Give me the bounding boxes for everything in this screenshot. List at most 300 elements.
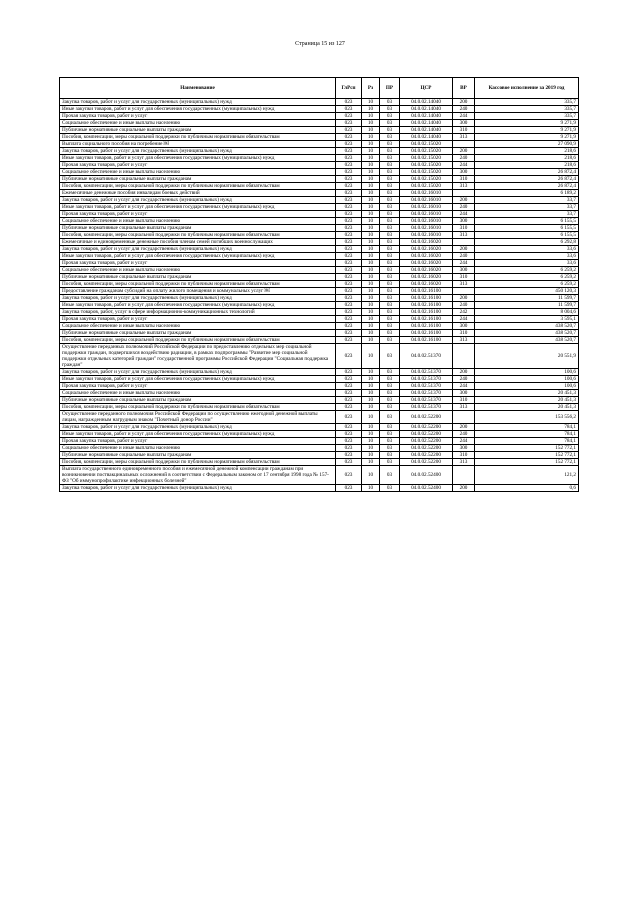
name-cell: Публичные нормативные социальные выплаты гражданам [60, 225, 336, 232]
vr-cell: 240 [453, 204, 475, 211]
pr-cell: 03 [380, 376, 400, 383]
grbs-cell: 023 [336, 211, 362, 218]
vr-cell: 244 [453, 113, 475, 120]
table-row [60, 485, 579, 492]
rz-cell: 10 [362, 431, 380, 438]
table-row [60, 225, 579, 232]
name-cell: Иные закупки товаров, работ и услуг для обеспечения государственных (муниципальных) нужд [60, 106, 336, 113]
pr-cell: 03 [380, 127, 400, 134]
name-cell: Прочая закупка товаров, работ и услуг [60, 113, 336, 120]
amount-cell: 6 259,2 [475, 281, 579, 288]
pr-cell: 03 [380, 211, 400, 218]
name-cell: Прочая закупка товаров, работ и услуг [60, 316, 336, 323]
amount-cell: 9 271,9 [475, 134, 579, 141]
grbs-cell: 023 [336, 232, 362, 239]
rz-cell: 10 [362, 485, 380, 492]
grbs-cell: 023 [336, 445, 362, 452]
amount-cell: 20 451,3 [475, 390, 579, 397]
csr-cell: 04.0.02.16100 [400, 309, 453, 316]
grbs-cell: 023 [336, 260, 362, 267]
pr-cell: 03 [380, 113, 400, 120]
table-row [60, 466, 579, 485]
grbs-cell: 023 [336, 485, 362, 492]
grbs-cell: 023 [336, 197, 362, 204]
pr-cell: 03 [380, 169, 400, 176]
budget-table [59, 77, 579, 492]
amount-cell: 33,7 [475, 197, 579, 204]
amount-cell: 6 259,2 [475, 274, 579, 281]
table-row [60, 127, 579, 134]
csr-cell: 04.0.02.51370 [400, 369, 453, 376]
csr-cell: 04.0.02.14040 [400, 106, 453, 113]
amount-cell: 218,6 [475, 155, 579, 162]
pr-cell: 03 [380, 148, 400, 155]
csr-cell: 04.0.02.14040 [400, 127, 453, 134]
amount-cell: 33,6 [475, 260, 579, 267]
rz-cell: 10 [362, 225, 380, 232]
pr-cell: 03 [380, 323, 400, 330]
grbs-cell: 023 [336, 267, 362, 274]
rz-cell: 10 [362, 459, 380, 466]
name-cell: Закупка товаров, работ и услуг для государственных (муниципальных) нужд [60, 369, 336, 376]
csr-cell: 04.0.02.51370 [400, 397, 453, 404]
name-cell: Пособия, компенсации, меры социальной поддержки по публичным нормативным обязательствам [60, 459, 336, 466]
grbs-cell: 023 [336, 383, 362, 390]
pr-cell: 03 [380, 239, 400, 246]
name-cell: Закупка товаров, работ, услуг в сфере информационно-коммуникационных технологий [60, 309, 336, 316]
csr-cell: 04.0.02.14040 [400, 120, 453, 127]
name-cell: Закупка товаров, работ и услуг для государственных (муниципальных) нужд [60, 246, 336, 253]
vr-cell: 200 [453, 295, 475, 302]
vr-cell: 300 [453, 323, 475, 330]
csr-cell: 04.0.02.52400 [400, 485, 453, 492]
pr-cell: 03 [380, 281, 400, 288]
grbs-cell: 023 [336, 127, 362, 134]
csr-cell: 04.0.02.16010 [400, 225, 453, 232]
rz-cell: 10 [362, 197, 380, 204]
pr-cell: 03 [380, 390, 400, 397]
amount-cell: 438 520,7 [475, 323, 579, 330]
name-cell: Пособия, компенсации, меры социальной поддержки по публичным нормативным обязательствам [60, 232, 336, 239]
name-cell: Закупка товаров, работ и услуг для государственных (муниципальных) нужд [60, 424, 336, 431]
column-header-pr: ПР [380, 78, 400, 99]
pr-cell: 03 [380, 253, 400, 260]
vr-cell: 313 [453, 232, 475, 239]
pr-cell: 03 [380, 459, 400, 466]
rz-cell: 10 [362, 466, 380, 485]
vr-cell: 310 [453, 176, 475, 183]
table-row [60, 113, 579, 120]
name-cell: Ежемесячные и единовременные денежные пособия членам семей погибших военнослужащих [60, 239, 336, 246]
vr-cell: 200 [453, 99, 475, 106]
amount-cell: 100,6 [475, 376, 579, 383]
amount-cell: 438 520,7 [475, 337, 579, 344]
grbs-cell: 023 [336, 176, 362, 183]
table-row [60, 288, 579, 295]
grbs-cell: 023 [336, 390, 362, 397]
grbs-cell: 023 [336, 344, 362, 369]
rz-cell: 10 [362, 239, 380, 246]
vr-cell: 200 [453, 246, 475, 253]
amount-cell: 11 599,7 [475, 295, 579, 302]
csr-cell: 04.0.02.52200 [400, 411, 453, 424]
grbs-cell: 023 [336, 253, 362, 260]
pr-cell: 03 [380, 337, 400, 344]
csr-cell: 04.0.02.16100 [400, 295, 453, 302]
name-cell: Иные закупки товаров, работ и услуг для обеспечения государственных (муниципальных) нужд [60, 253, 336, 260]
table-row [60, 281, 579, 288]
rz-cell: 10 [362, 295, 380, 302]
table-row [60, 246, 579, 253]
vr-cell: 240 [453, 106, 475, 113]
name-cell: Социальное обеспечение и иные выплаты населению [60, 169, 336, 176]
table-row [60, 162, 579, 169]
grbs-cell: 023 [336, 323, 362, 330]
pr-cell: 03 [380, 106, 400, 113]
csr-cell: 04.0.02.51370 [400, 390, 453, 397]
csr-cell: 04.0.02.15020 [400, 176, 453, 183]
grbs-cell: 023 [336, 239, 362, 246]
amount-cell: 9 271,9 [475, 127, 579, 134]
pr-cell: 03 [380, 204, 400, 211]
table-body [60, 99, 579, 492]
csr-cell: 04.0.02.15020 [400, 162, 453, 169]
table-row [60, 211, 579, 218]
rz-cell: 10 [362, 190, 380, 197]
table-row [60, 183, 579, 190]
amount-cell: 6 155,5 [475, 225, 579, 232]
pr-cell: 03 [380, 383, 400, 390]
amount-cell: 6 189,2 [475, 190, 579, 197]
table-row [60, 197, 579, 204]
rz-cell: 10 [362, 344, 380, 369]
vr-cell: 300 [453, 445, 475, 452]
column-header-csr: ЦСР [400, 78, 453, 99]
vr-cell: 242 [453, 309, 475, 316]
csr-cell: 04.0.02.52200 [400, 424, 453, 431]
rz-cell: 10 [362, 369, 380, 376]
csr-cell: 04.0.02.16020 [400, 267, 453, 274]
amount-cell: 335,7 [475, 113, 579, 120]
vr-cell: 310 [453, 274, 475, 281]
rz-cell: 10 [362, 330, 380, 337]
pr-cell: 03 [380, 197, 400, 204]
amount-cell: 20 451,3 [475, 397, 579, 404]
csr-cell: 04.0.02.15020 [400, 148, 453, 155]
table-row [60, 302, 579, 309]
csr-cell: 04.0.02.52200 [400, 459, 453, 466]
rz-cell: 10 [362, 452, 380, 459]
pr-cell: 03 [380, 120, 400, 127]
table-row [60, 424, 579, 431]
vr-cell: 300 [453, 390, 475, 397]
rz-cell: 10 [362, 288, 380, 295]
grbs-cell: 023 [336, 155, 362, 162]
rz-cell: 10 [362, 383, 380, 390]
vr-cell: 244 [453, 438, 475, 445]
vr-cell: 313 [453, 134, 475, 141]
name-cell: Социальное обеспечение и иные выплаты населению [60, 390, 336, 397]
rz-cell: 10 [362, 106, 380, 113]
rz-cell: 10 [362, 232, 380, 239]
amount-cell: 9 271,9 [475, 120, 579, 127]
table-header-row [60, 78, 579, 99]
grbs-cell: 023 [336, 452, 362, 459]
table-row [60, 323, 579, 330]
amount-cell: 3 595,1 [475, 316, 579, 323]
table-row [60, 169, 579, 176]
csr-cell: 04.0.02.15020 [400, 141, 453, 148]
csr-cell: 04.0.02.51370 [400, 404, 453, 411]
amount-cell: 33,7 [475, 211, 579, 218]
grbs-cell: 023 [336, 162, 362, 169]
amount-cell: 152 772,1 [475, 452, 579, 459]
vr-cell [453, 239, 475, 246]
table-row [60, 253, 579, 260]
vr-cell [453, 344, 475, 369]
amount-cell: 784,1 [475, 431, 579, 438]
name-cell: Социальное обеспечение и иные выплаты населению [60, 323, 336, 330]
amount-cell: 20 451,3 [475, 404, 579, 411]
grbs-cell: 023 [336, 225, 362, 232]
table-row [60, 274, 579, 281]
amount-cell: 784,1 [475, 424, 579, 431]
table-row [60, 376, 579, 383]
vr-cell: 200 [453, 485, 475, 492]
csr-cell: 04.0.02.14040 [400, 113, 453, 120]
pr-cell: 03 [380, 274, 400, 281]
name-cell: Выплата государственного единовременного пособия и ежемесячной денежной компенсации гражданам при возникновении поствакцинальных осложнений в соответствии с Федеральным законом от 17 сентября 1998 года № 157-ФЗ "Об иммунопрофилактике инфекционных болезней" [60, 466, 336, 485]
name-cell: Пособия, компенсации, меры социальной поддержки по публичным нормативным обязательствам [60, 281, 336, 288]
name-cell: Иные закупки товаров, работ и услуг для обеспечения государственных (муниципальных) нужд [60, 204, 336, 211]
csr-cell: 04.0.02.16010 [400, 197, 453, 204]
pr-cell: 03 [380, 267, 400, 274]
csr-cell: 04.0.02.16100 [400, 323, 453, 330]
csr-cell: 04.0.02.16020 [400, 260, 453, 267]
table-row [60, 176, 579, 183]
pr-cell: 03 [380, 134, 400, 141]
pr-cell: 03 [380, 397, 400, 404]
vr-cell: 244 [453, 162, 475, 169]
pr-cell: 03 [380, 344, 400, 369]
grbs-cell: 023 [336, 281, 362, 288]
pr-cell: 03 [380, 288, 400, 295]
csr-cell: 04.0.02.16020 [400, 281, 453, 288]
table-row [60, 369, 579, 376]
vr-cell: 200 [453, 424, 475, 431]
table-row [60, 404, 579, 411]
name-cell: Иные закупки товаров, работ и услуг для обеспечения государственных (муниципальных) нужд [60, 376, 336, 383]
column-header-name: Наименование [60, 78, 336, 99]
rz-cell: 10 [362, 438, 380, 445]
vr-cell [453, 411, 475, 424]
pr-cell: 03 [380, 309, 400, 316]
table-row [60, 344, 579, 369]
name-cell: Социальное обеспечение и иные выплаты населению [60, 120, 336, 127]
pr-cell: 03 [380, 438, 400, 445]
grbs-cell: 023 [336, 466, 362, 485]
rz-cell: 10 [362, 274, 380, 281]
vr-cell: 240 [453, 302, 475, 309]
pr-cell: 03 [380, 330, 400, 337]
vr-cell: 240 [453, 155, 475, 162]
vr-cell: 310 [453, 452, 475, 459]
name-cell: Прочая закупка товаров, работ и услуг [60, 260, 336, 267]
amount-cell: 6 155,5 [475, 218, 579, 225]
name-cell: Пособия, компенсации, меры социальной поддержки по публичным нормативным обязательствам [60, 337, 336, 344]
name-cell: Иные закупки товаров, работ и услуг для обеспечения государственных (муниципальных) нужд [60, 155, 336, 162]
grbs-cell: 023 [336, 190, 362, 197]
amount-cell: 218,6 [475, 162, 579, 169]
grbs-cell: 023 [336, 309, 362, 316]
rz-cell: 10 [362, 211, 380, 218]
table-row [60, 204, 579, 211]
rz-cell: 10 [362, 337, 380, 344]
name-cell: Публичные нормативные социальные выплаты гражданам [60, 397, 336, 404]
table-row [60, 397, 579, 404]
amount-cell: 0,6 [475, 485, 579, 492]
rz-cell: 10 [362, 309, 380, 316]
csr-cell: 04.0.02.16100 [400, 288, 453, 295]
column-header-grbs: ГлРсп [336, 78, 362, 99]
rz-cell: 10 [362, 302, 380, 309]
amount-cell: 100,6 [475, 383, 579, 390]
grbs-cell: 023 [336, 134, 362, 141]
name-cell: Предоставление гражданам субсидий на оплату жилого помещения и коммунальных услуг ￼ [60, 288, 336, 295]
grbs-cell: 023 [336, 218, 362, 225]
csr-cell: 04.0.02.51370 [400, 376, 453, 383]
csr-cell: 04.0.02.16100 [400, 302, 453, 309]
rz-cell: 10 [362, 155, 380, 162]
pr-cell: 03 [380, 176, 400, 183]
name-cell: Закупка товаров, работ и услуг для государственных (муниципальных) нужд [60, 197, 336, 204]
amount-cell: 33,6 [475, 246, 579, 253]
rz-cell: 10 [362, 218, 380, 225]
column-header-amount: Кассовое исполнение за 2019 год [475, 78, 579, 99]
rz-cell: 10 [362, 148, 380, 155]
pr-cell: 03 [380, 316, 400, 323]
rz-cell: 10 [362, 127, 380, 134]
vr-cell: 244 [453, 316, 475, 323]
rz-cell: 10 [362, 267, 380, 274]
table-row [60, 309, 579, 316]
vr-cell: 310 [453, 397, 475, 404]
rz-cell: 10 [362, 176, 380, 183]
table-row [60, 411, 579, 424]
csr-cell: 04.0.02.16100 [400, 316, 453, 323]
rz-cell: 10 [362, 323, 380, 330]
vr-cell: 300 [453, 218, 475, 225]
grbs-cell: 023 [336, 397, 362, 404]
rz-cell: 10 [362, 253, 380, 260]
grbs-cell: 023 [336, 246, 362, 253]
amount-cell: 8 004,6 [475, 309, 579, 316]
csr-cell: 04.0.02.16010 [400, 218, 453, 225]
table-row [60, 141, 579, 148]
rz-cell: 10 [362, 390, 380, 397]
csr-cell: 04.0.02.14040 [400, 99, 453, 106]
csr-cell: 04.0.02.16020 [400, 246, 453, 253]
amount-cell: 152 772,1 [475, 459, 579, 466]
name-cell: Социальное обеспечение и иные выплаты населению [60, 267, 336, 274]
amount-cell: 335,7 [475, 99, 579, 106]
amount-cell: 218,6 [475, 148, 579, 155]
name-cell: Осуществление переданного полномочия Российской Федерации по осуществлению ежегодной денежной выплаты лицам, награжденным нагрудным знаком "Почетный донор России" [60, 411, 336, 424]
name-cell: Прочая закупка товаров, работ и услуг [60, 162, 336, 169]
csr-cell: 04.0.02.15020 [400, 155, 453, 162]
name-cell: Прочая закупка товаров, работ и услуг [60, 438, 336, 445]
vr-cell [453, 190, 475, 197]
amount-cell: 26 872,4 [475, 183, 579, 190]
pr-cell: 03 [380, 155, 400, 162]
grbs-cell: 023 [336, 204, 362, 211]
rz-cell: 10 [362, 120, 380, 127]
csr-cell: 04.0.02.15020 [400, 169, 453, 176]
rz-cell: 10 [362, 204, 380, 211]
grbs-cell: 023 [336, 169, 362, 176]
grbs-cell: 023 [336, 337, 362, 344]
pr-cell: 03 [380, 445, 400, 452]
name-cell: Закупка товаров, работ и услуг для государственных (муниципальных) нужд [60, 485, 336, 492]
grbs-cell: 023 [336, 330, 362, 337]
rz-cell: 10 [362, 376, 380, 383]
rz-cell: 10 [362, 411, 380, 424]
vr-cell: 313 [453, 459, 475, 466]
csr-cell: 04.0.02.52200 [400, 438, 453, 445]
csr-cell: 04.0.02.52200 [400, 431, 453, 438]
vr-cell: 313 [453, 404, 475, 411]
rz-cell: 10 [362, 397, 380, 404]
rz-cell: 10 [362, 445, 380, 452]
grbs-cell: 023 [336, 459, 362, 466]
vr-cell: 313 [453, 183, 475, 190]
pr-cell: 03 [380, 218, 400, 225]
amount-cell: 438 520,7 [475, 330, 579, 337]
vr-cell [453, 466, 475, 485]
amount-cell: 27 090,9 [475, 141, 579, 148]
rz-cell: 10 [362, 162, 380, 169]
vr-cell: 300 [453, 120, 475, 127]
vr-cell: 200 [453, 197, 475, 204]
pr-cell: 03 [380, 466, 400, 485]
grbs-cell: 023 [336, 438, 362, 445]
pr-cell: 03 [380, 404, 400, 411]
table-row [60, 337, 579, 344]
name-cell: Иные закупки товаров, работ и услуг для обеспечения государственных (муниципальных) нужд [60, 431, 336, 438]
csr-cell: 04.0.02.52200 [400, 452, 453, 459]
table-row [60, 232, 579, 239]
rz-cell: 10 [362, 260, 380, 267]
vr-cell: 240 [453, 253, 475, 260]
grbs-cell: 023 [336, 288, 362, 295]
name-cell: Публичные нормативные социальные выплаты гражданам [60, 452, 336, 459]
name-cell: Пособия, компенсации, меры социальной поддержки по публичным нормативным обязательствам [60, 134, 336, 141]
pr-cell: 03 [380, 232, 400, 239]
grbs-cell: 023 [336, 120, 362, 127]
column-header-vr: ВР [453, 78, 475, 99]
pr-cell: 03 [380, 424, 400, 431]
grbs-cell: 023 [336, 274, 362, 281]
page-number: Страница 15 из 127 [295, 41, 345, 47]
amount-cell: 152 772,1 [475, 445, 579, 452]
rz-cell: 10 [362, 169, 380, 176]
table-row [60, 330, 579, 337]
csr-cell: 04.0.02.16020 [400, 239, 453, 246]
rz-cell: 10 [362, 134, 380, 141]
table-row [60, 452, 579, 459]
amount-cell: 33,6 [475, 253, 579, 260]
table-row [60, 190, 579, 197]
